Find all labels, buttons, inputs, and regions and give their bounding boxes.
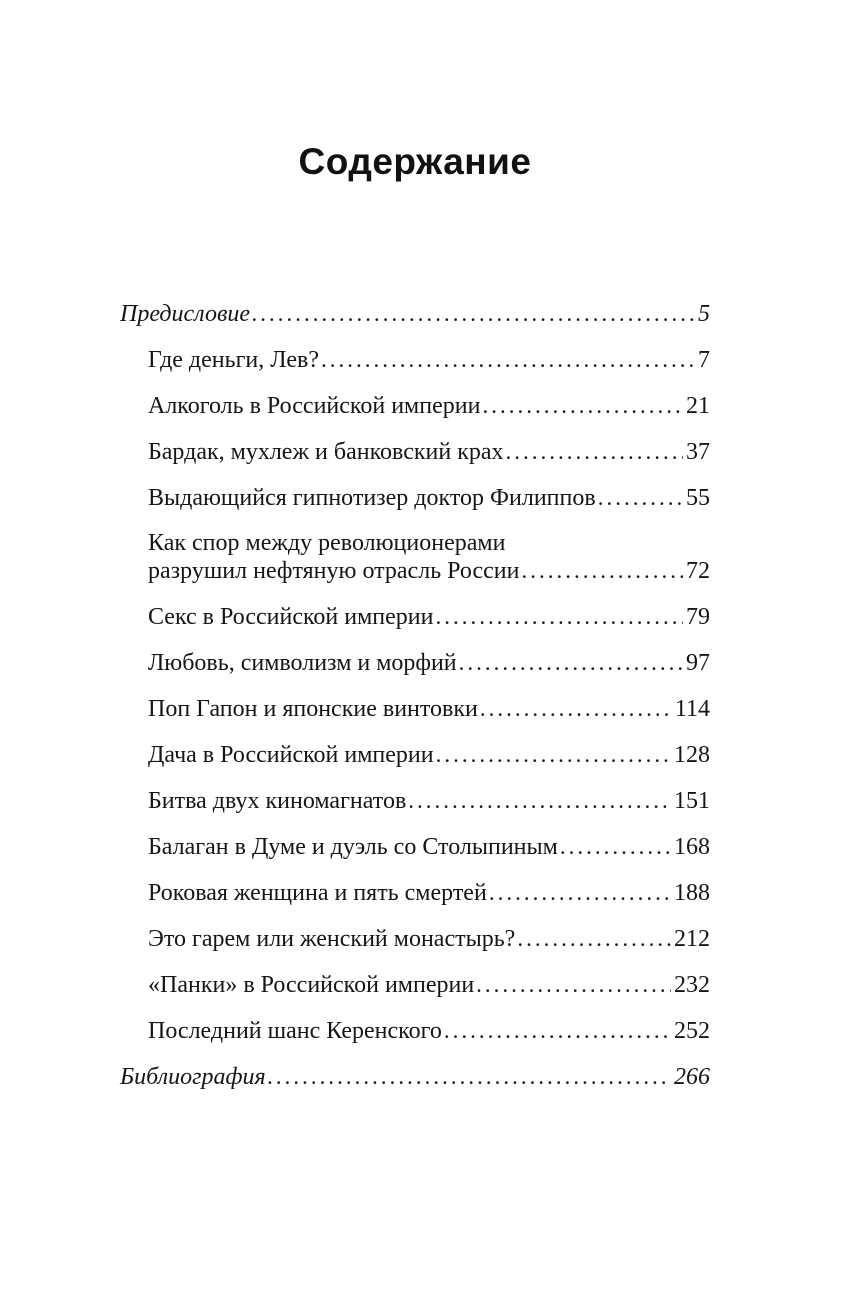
dot-leader <box>459 649 683 677</box>
toc-entry <box>120 530 710 585</box>
toc-entry-page: 55 <box>686 485 710 511</box>
toc-entry-page: 168 <box>674 834 710 860</box>
toc-entry-title: Секс в Российской империи <box>148 604 434 630</box>
toc-entry-page: 97 <box>686 650 710 676</box>
toc-entry-title: Где деньги, Лев? <box>148 347 320 373</box>
dot-leader <box>476 971 671 999</box>
toc-entry <box>120 649 710 677</box>
toc-entry-page: 252 <box>674 1018 710 1044</box>
toc-entry-title: Бардак, мухлеж и банковский крах <box>148 439 504 465</box>
dot-leader <box>489 879 671 907</box>
toc-entry-page: 21 <box>686 393 710 419</box>
toc-entry-title: Поп Гапон и японские винтовки <box>148 696 478 722</box>
dot-leader <box>444 1017 671 1045</box>
dot-leader <box>252 300 695 328</box>
toc-entry-title: Роковая женщина и пять смертей <box>148 880 487 906</box>
toc-entry <box>120 741 710 769</box>
toc-entry-title: Последний шанс Керенского <box>148 1018 442 1044</box>
toc-entry <box>120 787 710 815</box>
toc-entry-line2 <box>148 557 710 585</box>
toc-entry <box>120 392 710 420</box>
toc-entry-title-line1: Как спор между революционерами <box>148 530 506 556</box>
toc-entry-title: Выдающийся гипнотизер доктор Филиппов <box>148 485 596 511</box>
toc-entry-page: 128 <box>674 742 710 768</box>
dot-leader <box>521 557 683 585</box>
toc-entry-title: Алкоголь в Российской империи <box>148 393 481 419</box>
toc-entry-page: 232 <box>674 972 710 998</box>
toc-entry <box>120 603 710 631</box>
table-of-contents <box>120 300 710 1091</box>
toc-entry <box>120 925 710 953</box>
dot-leader <box>268 1063 671 1091</box>
toc-entry-title: Любовь, символизм и морфий <box>148 650 457 676</box>
toc-entry-page: 151 <box>674 788 710 814</box>
dot-leader <box>480 695 672 723</box>
toc-entry <box>120 833 710 861</box>
toc-entry <box>120 1063 710 1091</box>
dot-leader <box>436 603 684 631</box>
toc-entry-page: 5 <box>698 301 710 327</box>
toc-entry-page: 188 <box>674 880 710 906</box>
toc-entry <box>120 879 710 907</box>
dot-leader <box>506 438 683 466</box>
toc-entry-page: 37 <box>686 439 710 465</box>
toc-entry <box>120 971 710 999</box>
toc-entry-page: 79 <box>686 604 710 630</box>
toc-entry-page: 212 <box>674 926 710 952</box>
dot-leader <box>321 346 695 374</box>
toc-entry-title: Дача в Российской империи <box>148 742 434 768</box>
toc-entry <box>120 300 710 328</box>
dot-leader <box>517 925 671 953</box>
page-title: Содержание <box>298 141 532 182</box>
toc-entry-title: «Панки» в Российской империи <box>148 972 475 998</box>
toc-entry-page: 72 <box>686 558 710 584</box>
dot-leader <box>598 484 683 512</box>
toc-entry-page: 114 <box>674 696 710 722</box>
dot-leader <box>408 787 671 815</box>
toc-entry-page: 266 <box>674 1064 710 1090</box>
toc-entry-title: Библиография <box>120 1064 266 1090</box>
toc-entry-title: Предисловие <box>120 301 251 327</box>
toc-entry-title-line2: разрушил нефтяную отрасль России <box>148 558 520 584</box>
toc-entry-title: Балаган в Думе и дуэль со Столыпиным <box>148 834 558 860</box>
toc-entry-title: Это гарем или женский монастырь? <box>148 926 516 952</box>
toc-entry <box>120 346 710 374</box>
toc-entry <box>120 1017 710 1045</box>
toc-content <box>120 142 710 1109</box>
dot-leader <box>560 833 671 861</box>
toc-entry-title: Битва двух киномагнатов <box>148 788 407 814</box>
dot-leader <box>482 392 683 420</box>
toc-entry-page: 7 <box>698 347 710 373</box>
dot-leader <box>436 741 671 769</box>
toc-entry <box>120 695 710 723</box>
toc-entry <box>120 438 710 466</box>
toc-entry <box>120 484 710 512</box>
